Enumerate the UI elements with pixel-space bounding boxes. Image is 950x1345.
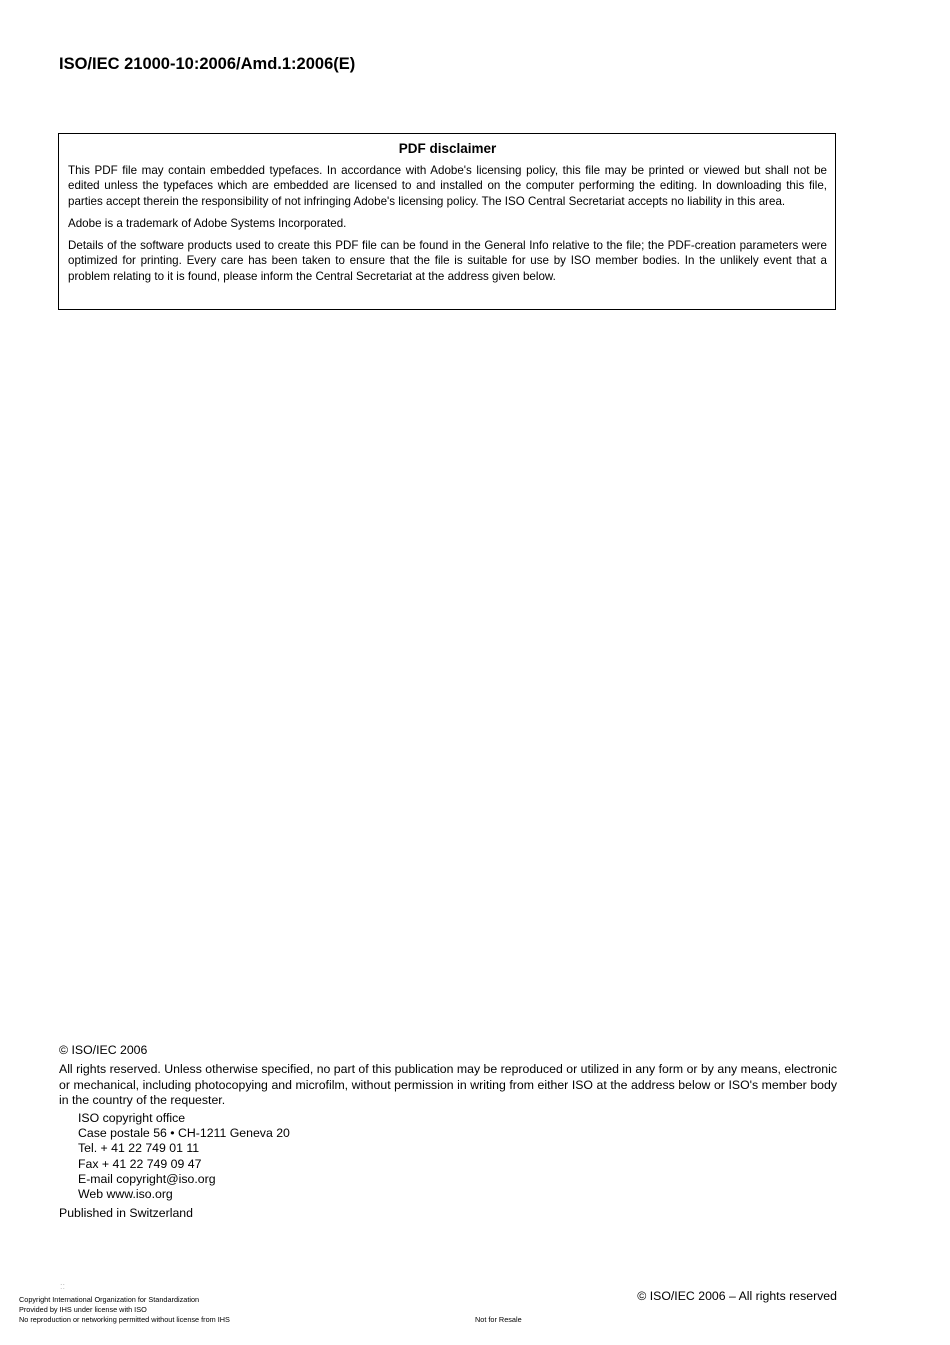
iso-address bbox=[59, 1111, 837, 1203]
ihs-line: Provided by IHS under license with ISO bbox=[19, 1304, 147, 1314]
address-web: Web www.iso.org bbox=[78, 1187, 173, 1202]
pdf-disclaimer-box bbox=[58, 133, 836, 310]
footer-copyright: © ISO/IEC 2006 – All rights reserved bbox=[637, 1289, 837, 1303]
published-location: Published in Switzerland bbox=[59, 1206, 193, 1221]
ihs-line: No reproduction or networking permitted without license from IHS bbox=[19, 1314, 230, 1324]
ihs-notice bbox=[19, 1295, 230, 1324]
address-email: E-mail copyright@iso.org bbox=[78, 1171, 216, 1186]
disclaimer-paragraph-details: Details of the software products used to create this PDF file can be found in the General Info relative to the file; the PDF-creation parameters were optimized for printing. Every care has been taken to ensure that the file is suitable for use by ISO member bodies. In the unlikely event that a problem relating to it is found, please inform the Central Secretariat at the address given below. bbox=[68, 239, 827, 283]
stamp-mark: :: bbox=[60, 1281, 66, 1291]
rights-statement: All rights reserved. Unless otherwise specified, no part of this publication may be reproduced or utilized in any form or by any means, electronic or mechanical, including photocopying and microfilm, without permission in writing from either ISO at the address below or ISO's member body in the country of the requester. bbox=[59, 1062, 837, 1108]
address-line: Tel. + 41 22 749 01 11 bbox=[78, 1141, 200, 1156]
disclaimer-heading: PDF disclaimer bbox=[398, 141, 497, 156]
copyright-line: © ISO/IEC 2006 bbox=[59, 1043, 148, 1057]
disclaimer-paragraph-trademark: Adobe is a trademark of Adobe Systems Incorporated. bbox=[68, 216, 347, 230]
disclaimer-paragraph-typefaces: This PDF file may contain embedded typefaces. In accordance with Adobe's licensing policy, this file may be printed or viewed but shall not be edited unless the typefaces which are embedded are licensed to and installed on the computer performing the editing. In downloading this file, parties accept therein the responsibility of not infringing Adobe's licensing policy. The ISO Central Secretariat accepts no liability in this area. bbox=[68, 164, 827, 208]
copyright-block bbox=[59, 1043, 837, 1222]
address-line: Fax + 41 22 749 09 47 bbox=[78, 1156, 202, 1171]
document-title: ISO/IEC 21000-10:2006/Amd.1:2006(E) bbox=[59, 55, 356, 73]
not-for-resale: Not for Resale bbox=[475, 1315, 522, 1324]
ihs-line: Copyright International Organization for Standardization bbox=[19, 1295, 200, 1304]
address-line: ISO copyright office bbox=[78, 1110, 186, 1125]
address-line: Case postale 56 • CH-1211 Geneva 20 bbox=[78, 1125, 290, 1140]
